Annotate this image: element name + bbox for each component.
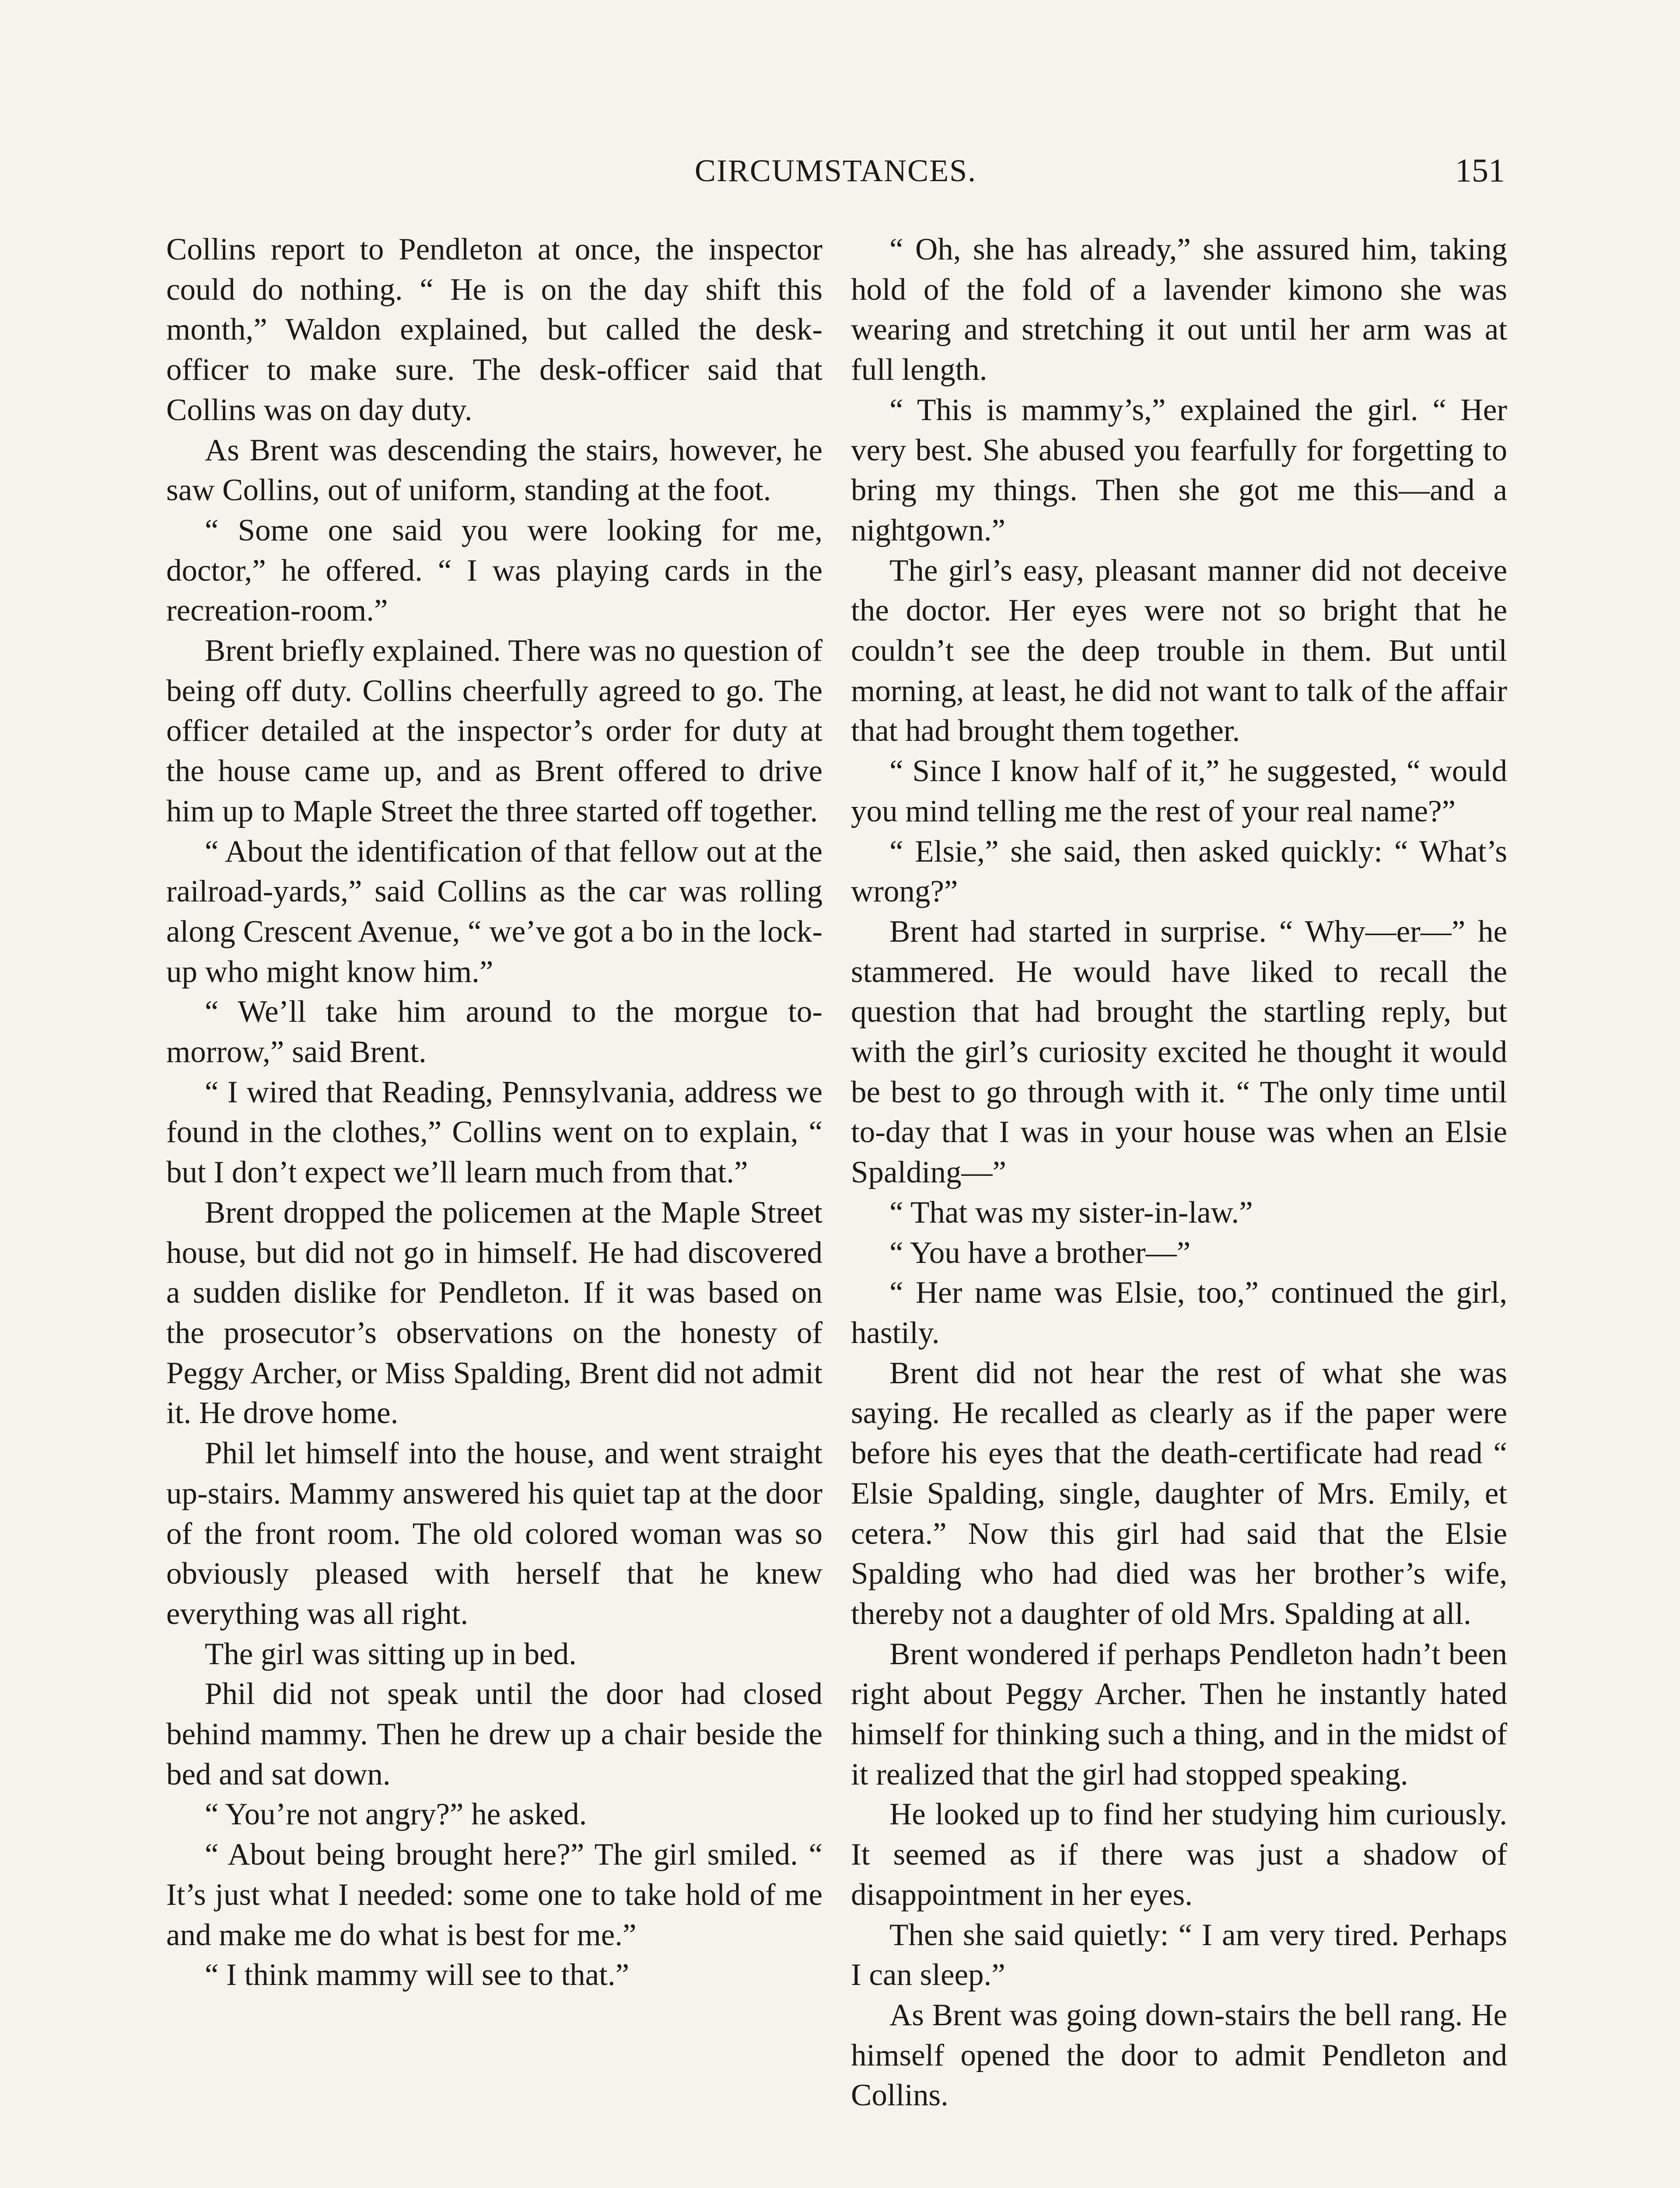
paragraph: “ Since I know half of it,” he suggested, “ would you mind telling me the rest of your real name?” — [851, 754, 1507, 828]
paragraph: “ Elsie,” she said, then asked quickly: “ What’s wrong?” — [851, 834, 1507, 909]
paragraph: “ I wired that Reading, Pennsylvania, address we found in the clothes,” Collins went on to explain, “ but I don’t expect we’ll learn much from that.” — [166, 1075, 822, 1190]
paragraph: The girl was sitting up in bed. — [205, 1637, 577, 1671]
paragraph: Then she said quietly: “ I am very tired. Perhaps I can sleep.” — [851, 1918, 1507, 1992]
right-column — [851, 230, 1507, 2116]
paragraph: “ I think mammy will see to that.” — [205, 1958, 630, 1992]
paragraph: As Brent was going down-stairs the bell rang. He himself opened the door to admit Pendleton and Collins. — [851, 1998, 1507, 2113]
paragraph: “ About the identification of that fellow out at the railroad-yards,” said Collins as the car was rolling along Crescent Avenue, “ we’ve got a bo in the lock-up who might know him.” — [166, 834, 822, 989]
paragraph: The girl’s easy, pleasant manner did not deceive the doctor. Her eyes were not so bright that he couldn’t see the deep trouble in them. But until morning, at least, he did not want to talk of the affair that had brought them together. — [851, 553, 1507, 748]
paragraph: “ You have a brother—” — [889, 1235, 1191, 1270]
paragraph: Brent did not hear the rest of what she was saying. He recalled as clearly as if the paper were before his eyes that the death-certificate had read “ Elsie Spalding, single, daughter of Mrs. Emily, et cetera.” Now this girl had said that the Elsie Spalding who had died was her brother’s wife, thereby not a daughter of old Mrs. Spalding at all. — [851, 1356, 1507, 1631]
paragraph: Brent had started in surprise. “ Why—er—” he stammered. He would have liked to recall the question that had brought the startling reply, but with the girl’s curiosity excited he thought it would be best to go through with it. “ The only time until to-day that I was in your house was when an Elsie Spalding—” — [851, 914, 1507, 1190]
left-column — [166, 230, 822, 1995]
page-number: 151 — [1455, 152, 1505, 189]
paragraph: “ We’ll take him around to the morgue to-morrow,” said Brent. — [166, 995, 822, 1069]
page-header — [166, 144, 1505, 197]
paragraph: Phil did not speak until the door had closed behind mammy. Then he drew up a chair beside the bed and sat down. — [166, 1677, 822, 1792]
running-head: CIRCUMSTANCES. — [694, 153, 977, 188]
paragraph: Collins report to Pendleton at once, the inspector could do nothing. “ He is on the day shift this month,” Waldon explained, but called the desk-officer to make sure. The desk-officer said that Collins was on day duty. — [166, 232, 822, 427]
paragraph: “ This is mammy’s,” explained the girl. “ Her very best. She abused you fearfully for forgetting to bring my things. Then she got me this—and a nightgown.” — [851, 393, 1507, 547]
paragraph: “ Some one said you were looking for me, doctor,” he offered. “ I was playing cards in the recreation-room.” — [166, 513, 822, 628]
paragraph: He looked up to find her studying him curiously. It seemed as if there was just a shadow of disappointment in her eyes. — [851, 1797, 1507, 1912]
paragraph: Phil let himself into the house, and went straight up-stairs. Mammy answered his quiet tap at the door of the front room. The old colored woman was so obviously pleased with herself that he knew everything was all right. — [166, 1436, 822, 1631]
paragraph: Brent dropped the policemen at the Maple Street house, but did not go in himself. He had discovered a sudden dislike for Pendleton. If it was based on the prosecutor’s observations on the honesty of Peggy Archer, or Miss Spalding, Brent did not admit it. He drove home. — [166, 1195, 822, 1431]
paragraph: As Brent was descending the stairs, however, he saw Collins, out of uniform, standing at the foot. — [166, 433, 822, 508]
paragraph: “ Oh, she has already,” she assured him, taking hold of the fold of a lavender kimono she was wearing and stretching it out until her arm was at full length. — [851, 232, 1507, 387]
paragraph: “ About being brought here?” The girl smiled. “ It’s just what I needed: some one to take hold of me and make me do what is best for me.” — [166, 1837, 822, 1952]
paragraph: “ You’re not angry?” he asked. — [205, 1797, 587, 1832]
paragraph: “ That was my sister-in-law.” — [889, 1195, 1253, 1230]
paragraph: Brent wondered if perhaps Pendleton hadn’t been right about Peggy Archer. Then he instantly hated himself for thinking such a thing, and in the midst of it realized that the girl had stopped speaking. — [851, 1637, 1507, 1792]
paragraph: “ Her name was Elsie, too,” continued the girl, hastily. — [851, 1276, 1507, 1350]
paragraph: Brent briefly explained. There was no question of being off duty. Collins cheerfully agreed to go. The officer detailed at the inspector’s order for duty at the house came up, and as Brent offered to drive him up to Maple Street the three started off together. — [166, 634, 822, 828]
